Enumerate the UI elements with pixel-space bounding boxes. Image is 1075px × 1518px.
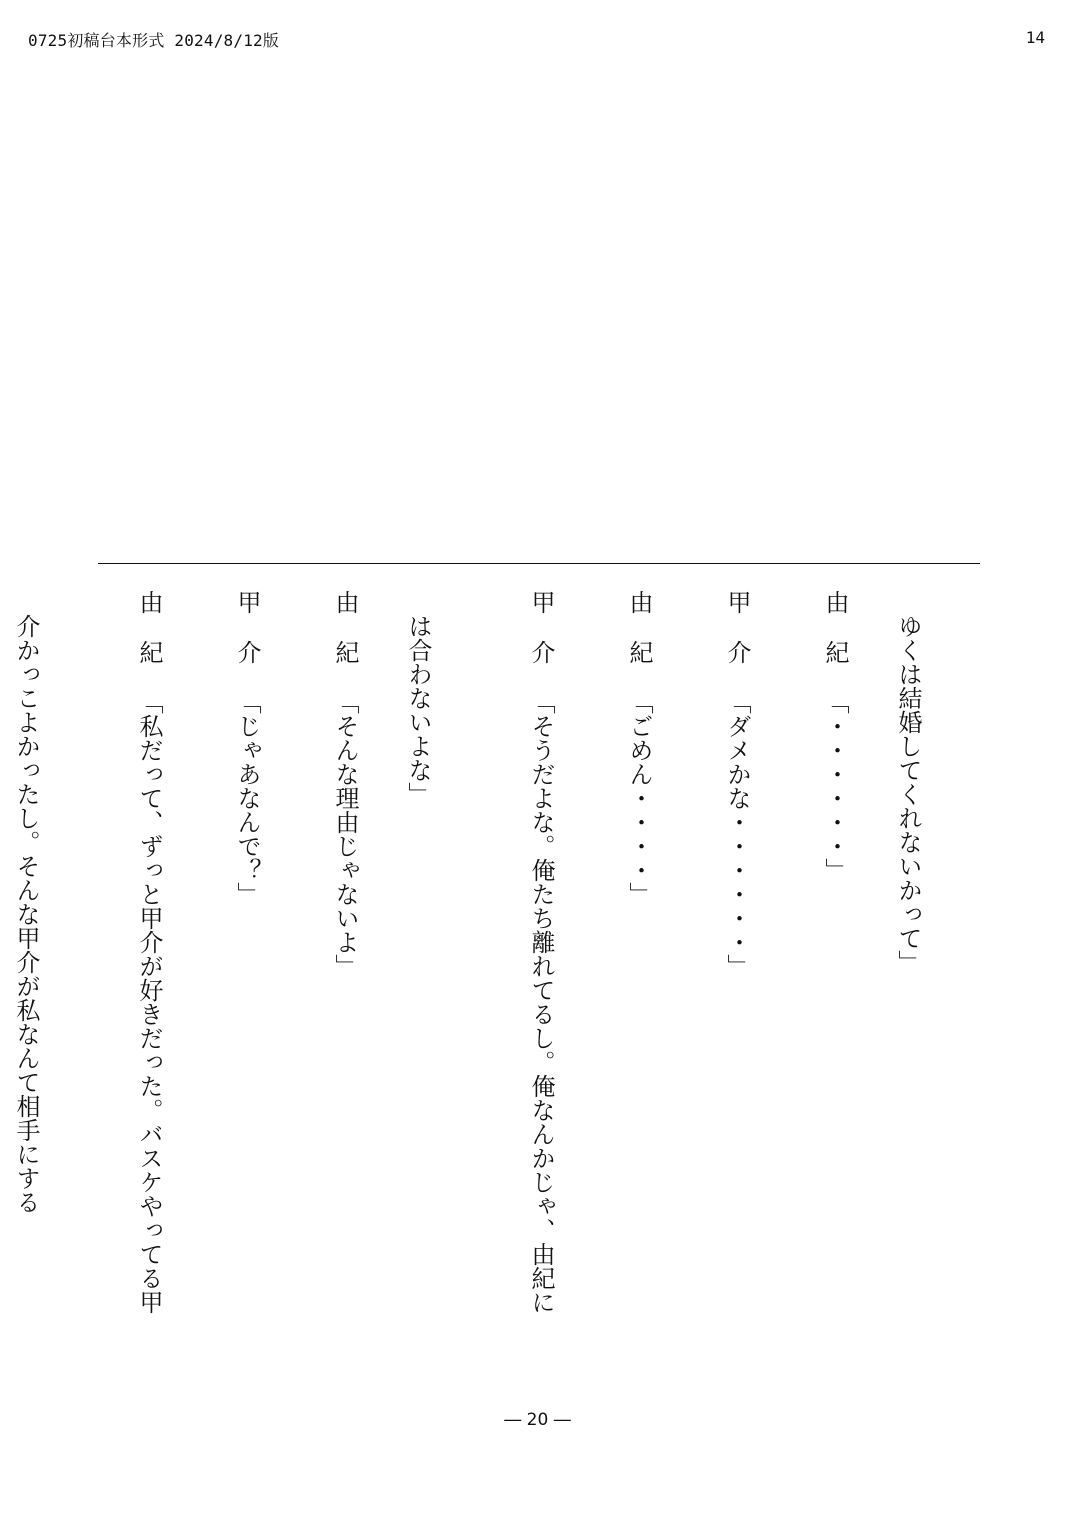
speaker-name: 甲介 (527, 590, 555, 690)
speaker-name: 由紀 (331, 590, 359, 690)
dialogue-text: 「そんな理由じゃないよ」 (331, 690, 359, 978)
document-header-title: 0725初稿台本形式 2024/8/12版 (28, 31, 280, 50)
script-line (859, 590, 957, 1360)
dialogue-text: 「そうだよな。俺たち離れてるし。俺なんかじゃ、由紀に (527, 690, 555, 1314)
vertical-script-body (0, 590, 957, 1360)
speaker-name: 由紀 (135, 590, 163, 690)
script-line (467, 590, 565, 1360)
dialogue-text: は合わないよな」 (404, 590, 432, 806)
dialogue-text: 「・・・・・・」 (821, 690, 849, 882)
script-line (369, 590, 467, 1360)
dialogue-text: 介かっこよかったし。そんな甲介が私なんて相手にする (12, 590, 40, 1214)
script-line (0, 590, 75, 1360)
speaker-name: 甲介 (233, 590, 261, 690)
speaker-name: 由紀 (625, 590, 653, 690)
dialogue-text: 「私だって、ずっと甲介が好きだった。バスケやってる甲 (135, 690, 163, 1314)
script-line (663, 590, 761, 1360)
script-line (761, 590, 859, 1360)
script-line (271, 590, 369, 1360)
header-page-number: 14 (1025, 28, 1045, 47)
footer-page-label: ― 20 ― (504, 1410, 571, 1430)
script-line (173, 590, 271, 1360)
dialogue-text: 「ダメかな・・・・・・」 (723, 690, 751, 978)
script-line (565, 590, 663, 1360)
dialogue-text: ゆくは結婚してくれないかって」 (894, 590, 922, 974)
speaker-name: 甲介 (723, 590, 751, 690)
script-line (75, 590, 173, 1360)
dialogue-text: 「ごめん・・・・」 (625, 690, 653, 906)
speaker-name: 由紀 (821, 590, 849, 690)
horizontal-divider (98, 563, 980, 564)
dialogue-text: 「じゃあなんで？」 (233, 690, 261, 906)
